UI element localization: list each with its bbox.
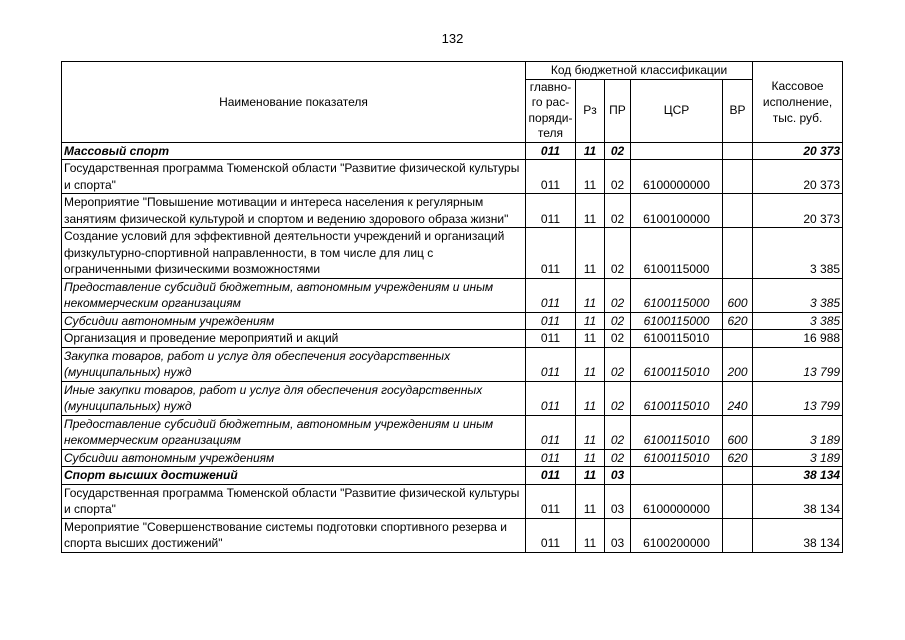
row-grbs-code: 011 [526,347,576,381]
row-name: Создание условий для эффективной деятельности учреждений и организаций физкультурно-спортивной направленности, в том числе для лиц с ограниченными физическими возможностями [62,228,526,279]
header-rz: Рз [576,79,605,142]
row-amount: 3 189 [753,415,843,449]
row-pr-code: 02 [605,381,631,415]
row-amount: 13 799 [753,381,843,415]
row-pr-code: 02 [605,449,631,467]
row-pr-code: 02 [605,228,631,279]
header-indicator-name: Наименование показателя [62,62,526,143]
row-vr-code: 620 [723,449,753,467]
row-amount: 20 373 [753,142,843,160]
row-csr-code: 6100000000 [631,484,723,518]
row-rz-code: 11 [576,142,605,160]
row-grbs-code: 011 [526,449,576,467]
row-vr-code [723,467,753,485]
row-vr-code [723,194,753,228]
row-csr-code: 6100115010 [631,330,723,348]
row-amount: 20 373 [753,160,843,194]
row-csr-code [631,142,723,160]
row-name: Иные закупки товаров, работ и услуг для обеспечения государственных (муниципальных) нужд [62,381,526,415]
row-rz-code: 11 [576,330,605,348]
table-row [62,142,843,160]
row-name: Субсидии автономным учреждениям [62,449,526,467]
row-name: Организация и проведение мероприятий и акций [62,330,526,348]
row-rz-code: 11 [576,467,605,485]
table-row [62,330,843,348]
row-pr-code: 02 [605,330,631,348]
row-pr-code: 03 [605,467,631,485]
row-rz-code: 11 [576,518,605,552]
row-amount: 38 134 [753,467,843,485]
row-amount: 3 189 [753,449,843,467]
row-grbs-code: 011 [526,518,576,552]
row-amount: 3 385 [753,228,843,279]
row-csr-code: 6100115000 [631,278,723,312]
row-grbs-code: 011 [526,381,576,415]
row-grbs-code: 011 [526,160,576,194]
row-name: Массовый спорт [62,142,526,160]
row-vr-code: 600 [723,415,753,449]
row-rz-code: 11 [576,194,605,228]
row-rz-code: 11 [576,415,605,449]
row-amount: 38 134 [753,484,843,518]
header-csr: ЦСР [631,79,723,142]
row-amount: 13 799 [753,347,843,381]
row-vr-code: 620 [723,312,753,330]
row-name: Субсидии автономным учреждениям [62,312,526,330]
header-pr: ПР [605,79,631,142]
row-csr-code: 6100115000 [631,312,723,330]
row-csr-code: 6100115010 [631,347,723,381]
row-grbs-code: 011 [526,142,576,160]
row-rz-code: 11 [576,228,605,279]
row-rz-code: 11 [576,347,605,381]
row-vr-code: 600 [723,278,753,312]
row-pr-code: 02 [605,160,631,194]
table-row [62,278,843,312]
row-vr-code [723,228,753,279]
row-rz-code: 11 [576,278,605,312]
row-vr-code [723,330,753,348]
row-name: Предоставление субсидий бюджетным, автономным учреждениям и иным некоммерческим организациям [62,278,526,312]
table-body [62,142,843,552]
row-vr-code: 200 [723,347,753,381]
table-row [62,415,843,449]
row-rz-code: 11 [576,381,605,415]
row-pr-code: 02 [605,278,631,312]
row-grbs-code: 011 [526,467,576,485]
row-pr-code: 03 [605,518,631,552]
row-rz-code: 11 [576,449,605,467]
row-csr-code: 6100115000 [631,228,723,279]
table-row [62,467,843,485]
table-row [62,449,843,467]
row-name: Мероприятие "Совершенствование системы подготовки спортивного резерва и спорта высших достижений" [62,518,526,552]
row-rz-code: 11 [576,160,605,194]
row-vr-code [723,518,753,552]
row-csr-code: 6100115010 [631,381,723,415]
row-grbs-code: 011 [526,228,576,279]
row-name: Спорт высших достижений [62,467,526,485]
header-budget-classification-code: Код бюджетной классификации [526,62,753,80]
row-vr-code [723,142,753,160]
table-row [62,312,843,330]
row-pr-code: 02 [605,415,631,449]
row-pr-code: 02 [605,194,631,228]
row-grbs-code: 011 [526,312,576,330]
table-row [62,381,843,415]
row-rz-code: 11 [576,484,605,518]
row-pr-code: 02 [605,142,631,160]
row-pr-code: 03 [605,484,631,518]
row-amount: 3 385 [753,278,843,312]
table-row [62,228,843,279]
table-row [62,160,843,194]
budget-execution-table [61,61,843,553]
row-grbs-code: 011 [526,330,576,348]
row-csr-code: 6100200000 [631,518,723,552]
row-pr-code: 02 [605,347,631,381]
table-row [62,518,843,552]
row-csr-code: 6100115010 [631,415,723,449]
row-csr-code: 6100115010 [631,449,723,467]
row-name: Мероприятие "Повышение мотивации и интереса населения к регулярным занятиям физической культурой и спортом и ведению здорового образа жизни" [62,194,526,228]
header-main-administrator: главно-го рас-поряди-теля [526,79,576,142]
row-name: Государственная программа Тюменской области "Развитие физической культуры и спорта" [62,160,526,194]
row-grbs-code: 011 [526,278,576,312]
row-amount: 16 988 [753,330,843,348]
row-name: Предоставление субсидий бюджетным, автономным учреждениям и иным некоммерческим организациям [62,415,526,449]
row-grbs-code: 011 [526,484,576,518]
table-row [62,347,843,381]
row-rz-code: 11 [576,312,605,330]
row-amount: 38 134 [753,518,843,552]
row-amount: 3 385 [753,312,843,330]
header-cash-execution: Кассовое исполнение, тыс. руб. [753,62,843,143]
header-vr: ВР [723,79,753,142]
page-number: 132 [441,31,464,46]
row-vr-code [723,160,753,194]
table-row [62,484,843,518]
row-vr-code [723,484,753,518]
row-grbs-code: 011 [526,194,576,228]
row-csr-code: 6100100000 [631,194,723,228]
table-row [62,194,843,228]
row-pr-code: 02 [605,312,631,330]
row-amount: 20 373 [753,194,843,228]
row-csr-code [631,467,723,485]
row-vr-code: 240 [723,381,753,415]
row-name: Закупка товаров, работ и услуг для обеспечения государственных (муниципальных) нужд [62,347,526,381]
row-csr-code: 6100000000 [631,160,723,194]
row-name: Государственная программа Тюменской области "Развитие физической культуры и спорта" [62,484,526,518]
row-grbs-code: 011 [526,415,576,449]
